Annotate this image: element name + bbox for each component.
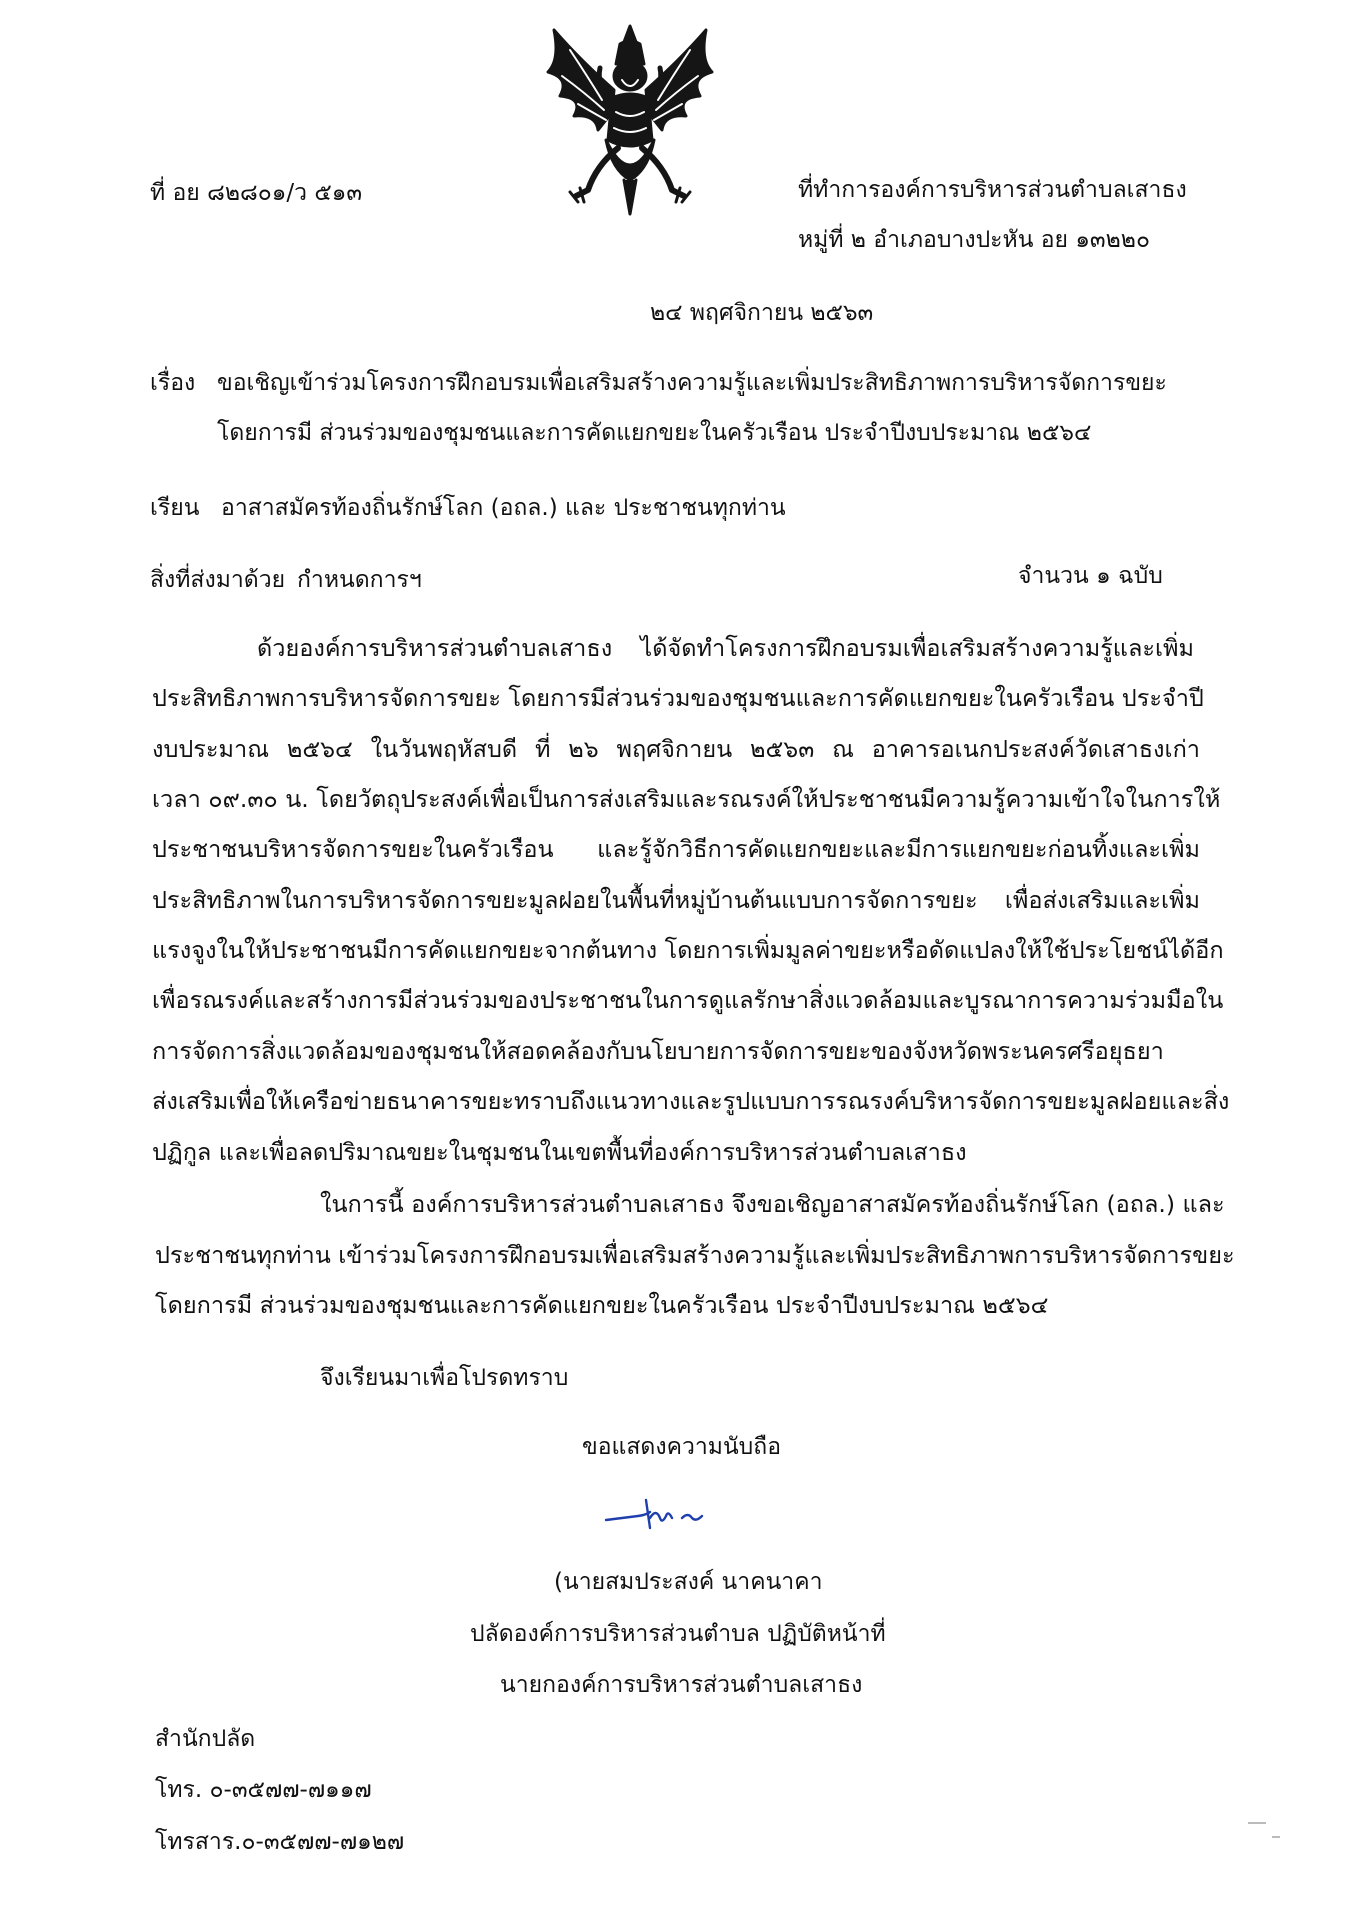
scan-mark <box>1248 1822 1266 1824</box>
subject-label: เรื่อง <box>150 370 196 396</box>
office-address-line2: หมู่ที่ ๒ อำเภอบางปะหัน อย ๑๓๒๒๐ <box>798 227 1151 253</box>
enclosure-text: กำหนดการฯ <box>297 567 422 593</box>
signature-icon <box>602 1488 722 1538</box>
enclosure-count: จำนวน ๑ ฉบับ <box>1018 563 1163 589</box>
garuda-emblem-icon <box>540 20 720 220</box>
paragraph-line: แรงจูงในให้ประชาชนมีการคัดแยกขยะจากต้นทาง โดยการเพิ่มมูลค่าขยะหรือดัดแปลงให้ใช้ประโยชน์ได้อีก <box>152 936 1224 964</box>
recipient-label: เรียน <box>150 495 200 521</box>
scan-mark <box>1272 1836 1280 1838</box>
paragraph-line: ส่งเสริมเพื่อให้เครือข่ายธนาคารขยะทราบถึงแนวทางและรูปแบบการรณรงค์บริหารจัดการขยะมูลฝอยและสิ่ง <box>152 1087 1230 1115</box>
paragraph-line: ในการนี้ องค์การบริหารส่วนตำบลเสาธง จึงขอเชิญอาสาสมัครท้องถิ่นรักษ์โลก (อถล.) และ <box>320 1190 1225 1218</box>
signer-name: (นายสมประสงค์ นาคนาคา <box>554 1569 823 1595</box>
paragraph-line: การจัดการสิ่งแวดล้อมของชุมชนให้สอดคล้องกับนโยบายการจัดการขยะของจังหวัดพระนครศรีอยุธยา <box>152 1037 1164 1065</box>
fax-number: โทรสาร.๐-๓๕๗๗-๗๑๒๗ <box>155 1829 405 1855</box>
office-address-line1: ที่ทำการองค์การบริหารส่วนตำบลเสาธง <box>798 177 1187 203</box>
paragraph-line: ด้วยองค์การบริหารส่วนตำบลเสาธง ได้จัดทำโครงการฝึกอบรมเพื่อเสริมสร้างความรู้และเพิ่ม <box>257 634 1194 662</box>
enclosure-label: สิ่งที่ส่งมาด้วย <box>150 567 286 593</box>
paragraph-line: ประสิทธิภาพในการบริหารจัดการขยะมูลฝอยในพื้นที่หมู่บ้านต้นแบบการจัดการขยะ เพื่อส่งเสริมและเพิ่ม <box>152 886 1200 914</box>
paragraph-line: ประชาชนทุกท่าน เข้าร่วมโครงการฝึกอบรมเพื่อเสริมสร้างความรู้และเพิ่มประสิทธิภาพการบริหารจัดการขยะ <box>155 1241 1235 1269</box>
closing-request: จึงเรียนมาเพื่อโปรดทราบ <box>320 1365 569 1391</box>
signer-title-line1: ปลัดองค์การบริหารส่วนตำบล ปฏิบัติหน้าที่ <box>470 1621 886 1647</box>
closing-salutation: ขอแสดงความนับถือ <box>582 1434 782 1460</box>
paragraph-line: ประสิทธิภาพการบริหารจัดการขยะ โดยการมีส่วนร่วมของชุมชนและการคัดแยกขยะในครัวเรือน ประจำปี <box>152 684 1204 712</box>
paragraph-line: ปฏิกูล และเพื่อลดปริมาณขยะในชุมชนในเขตพื้นที่องค์การบริหารส่วนตำบลเสาธง <box>152 1138 967 1166</box>
paragraph-line: เพื่อรณรงค์และสร้างการมีส่วนร่วมของประชาชนในการดูแลรักษาสิ่งแวดล้อมและบูรณาการความร่วมมือใน <box>152 986 1224 1014</box>
subject-line2: โดยการมี ส่วนร่วมของชุมชนและการคัดแยกขยะในครัวเรือน ประจำปีงบประมาณ ๒๕๖๔ <box>217 420 1092 446</box>
department-name: สำนักปลัด <box>155 1726 256 1752</box>
paragraph-line: โดยการมี ส่วนร่วมของชุมชนและการคัดแยกขยะในครัวเรือน ประจำปีงบประมาณ ๒๕๖๔ <box>155 1291 1049 1319</box>
paragraph-line: เวลา ๐๙.๓๐ น. โดยวัตถุประสงค์เพื่อเป็นการส่งเสริมและรณรงค์ให้ประชาชนมีความรู้ความเข้าใจในการให้ <box>152 785 1221 813</box>
phone-number: โทร. ๐-๓๕๗๗-๗๑๑๗ <box>155 1777 372 1803</box>
document-date: ๒๔ พฤศจิกายน ๒๕๖๓ <box>650 300 874 326</box>
paragraph-line: งบประมาณ ๒๕๖๔ ในวันพฤหัสบดี ที่ ๒๖ พฤศจิกายน ๒๕๖๓ ณ อาคารอเนกประสงค์วัดเสาธงเก่า <box>152 735 1200 763</box>
paragraph-line: ประชาชนบริหารจัดการขยะในครัวเรือน และรู้จักวิธีการคัดแยกขยะและมีการแยกขยะก่อนทิ้งและเพิ่ม <box>152 835 1200 863</box>
document-number: ที่ อย ๘๒๘๐๑/ว ๕๑๓ <box>150 180 363 206</box>
signer-title-line2: นายกองค์การบริหารส่วนตำบลเสาธง <box>500 1672 863 1698</box>
recipient-text: อาสาสมัครท้องถิ่นรักษ์โลก (อถล.) และ ประชาชนทุกท่าน <box>221 495 786 521</box>
subject-line1: ขอเชิญเข้าร่วมโครงการฝึกอบรมเพื่อเสริมสร้างความรู้และเพิ่มประสิทธิภาพการบริหารจัดการขยะ <box>217 370 1167 396</box>
